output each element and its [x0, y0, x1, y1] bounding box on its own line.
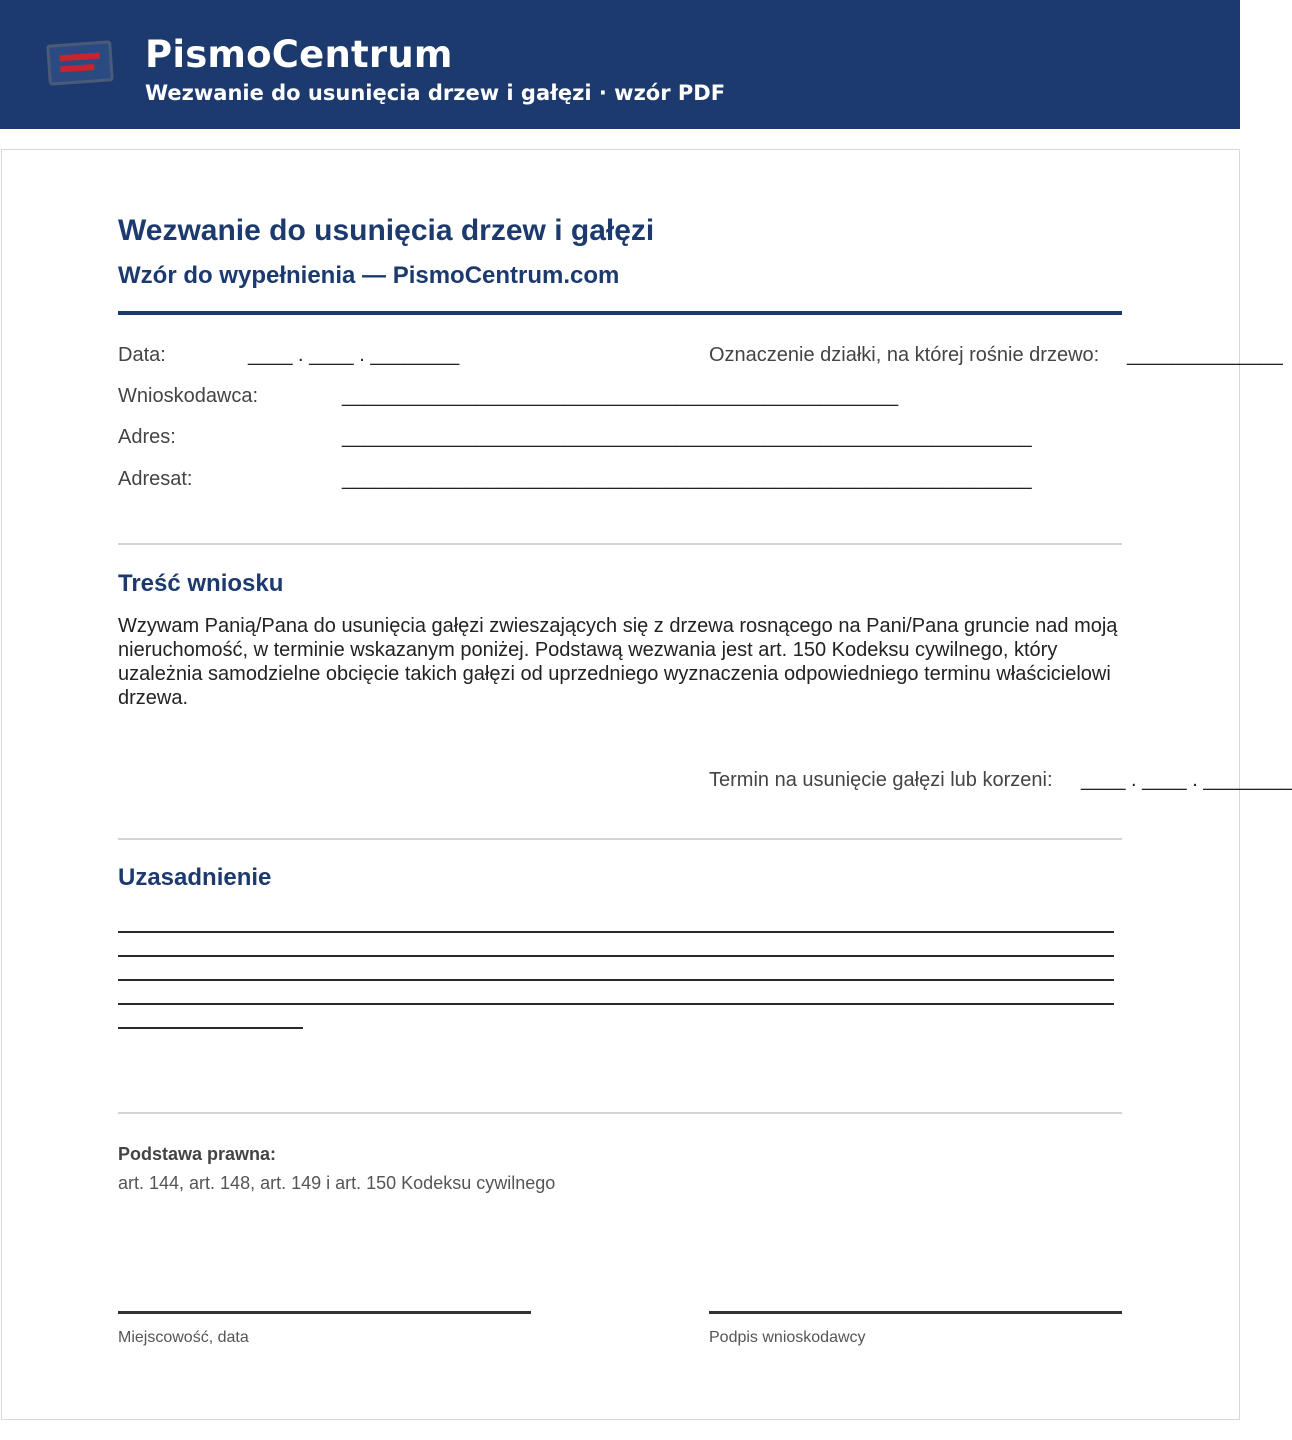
- header-bar: [0, 0, 1240, 129]
- writing-line: [118, 1027, 303, 1029]
- deadline-label: Termin na usunięcie gałęzi lub korzeni:: [709, 769, 1053, 791]
- parcel-label: Oznaczenie działki, na której rośnie drzewo:: [709, 344, 1100, 366]
- content-text: Wzywam Panią/Pana do usunięcia gałęzi zwieszających się z drzewa rosnącego na Pani/Pana gruncie nad moją nieruchomość, w terminie wskazanym poniżej. Podstawą wezwania jest art. 150 Kodeksu cywilnego, który uzależnia samodzielne obcięcie takich gałęzi od uprzedniego wyznaczenia odpowiedniego terminu właścicielowi drzewa.: [118, 615, 1118, 709]
- signature-label: Podpis wnioskodawcy: [709, 1329, 866, 1346]
- section-divider: [118, 838, 1122, 840]
- writing-line: [118, 931, 1114, 933]
- place-date-line[interactable]: [118, 1311, 531, 1314]
- document-logo-icon: [46, 40, 114, 86]
- section-divider: [118, 543, 1122, 545]
- applicant-field[interactable]: __________________________________________________: [342, 385, 899, 407]
- addressee-label: Adresat:: [118, 468, 193, 490]
- parcel-field[interactable]: ______________: [1127, 344, 1283, 366]
- document-subtitle: Wzór do wypełnienia — PismoCentrum.com: [118, 262, 620, 289]
- brand-name[interactable]: PismoCentrum: [145, 33, 453, 76]
- title-divider: [118, 311, 1122, 315]
- address-label: Adres:: [118, 426, 176, 448]
- signature-line[interactable]: [709, 1311, 1122, 1314]
- addressee-field[interactable]: ______________________________________________________________: [342, 468, 1032, 490]
- writing-line: [118, 979, 1114, 981]
- section-divider: [118, 1112, 1122, 1114]
- header-subtitle: Wezwanie do usunięcia drzew i gałęzi · wzór PDF: [145, 81, 726, 105]
- document-page: [1, 149, 1292, 1420]
- date-field[interactable]: ____ . ____ . ________: [248, 344, 460, 366]
- writing-line: [118, 1003, 1114, 1005]
- legal-basis-text: art. 144, art. 148, art. 149 i art. 150 Kodeksu cywilnego: [118, 1173, 556, 1193]
- legal-basis-heading: Podstawa prawna:: [118, 1144, 277, 1164]
- place-date-label: Miejscowość, data: [118, 1329, 249, 1346]
- date-label: Data:: [118, 344, 166, 366]
- content-heading: Treść wniosku: [118, 570, 284, 597]
- address-field[interactable]: ______________________________________________________________: [342, 426, 1032, 448]
- writing-line: [118, 955, 1114, 957]
- document-title: Wezwanie do usunięcia drzew i gałęzi: [118, 214, 655, 247]
- deadline-field[interactable]: ____ . ____ . ________: [1081, 769, 1292, 791]
- justification-heading: Uzasadnienie: [118, 864, 272, 891]
- applicant-label: Wnioskodawca:: [118, 385, 259, 407]
